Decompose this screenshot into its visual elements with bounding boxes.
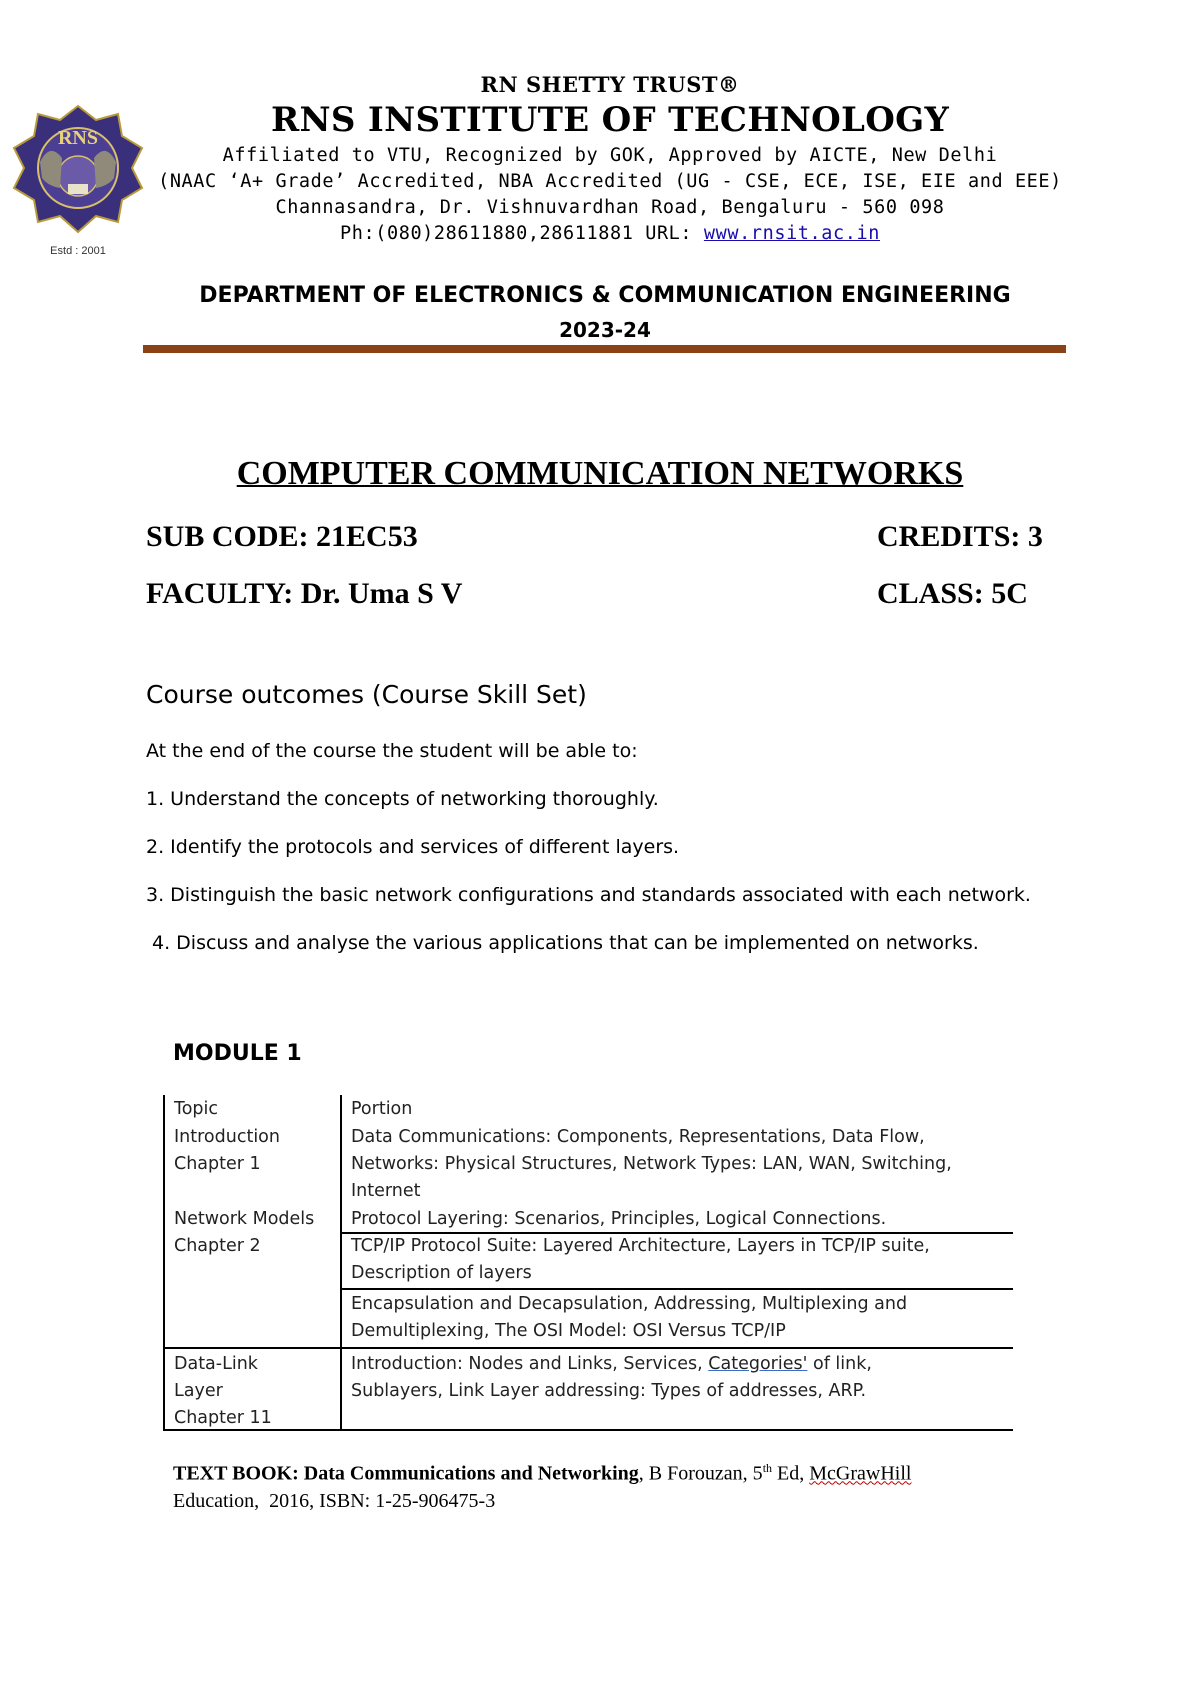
textbook-edition: Ed, — [772, 1462, 810, 1485]
table-header-topic: Topic — [174, 1099, 219, 1119]
topic-cell: Chapter 1 — [174, 1154, 261, 1174]
outcomes-heading: Course outcomes (Course Skill Set) — [146, 680, 587, 709]
subject-code: SUB CODE: 21EC53 — [146, 520, 418, 553]
outcomes-intro: At the end of the course the student will be able to: — [146, 740, 638, 762]
table-row-divider — [340, 1288, 1013, 1290]
portion-cell — [351, 1351, 872, 1378]
institute-name: RNS INSTITUTE OF TECHNOLOGY — [270, 100, 950, 140]
table-header-portion: Portion — [351, 1099, 413, 1119]
topic-cell: Data-Link — [174, 1354, 258, 1374]
outcome-item: 3. Distinguish the basic network configurations and standards associated with each network. — [146, 884, 1031, 906]
course-title: COMPUTER COMMUNICATION NETWORKS — [236, 455, 964, 492]
portion-cell: Networks: Physical Structures, Network Types: LAN, WAN, Switching, — [351, 1154, 952, 1174]
faculty: FACULTY: Dr. Uma S V — [146, 577, 463, 610]
department-name: DEPARTMENT OF ELECTRONICS & COMMUNICATION ENGINEERING — [199, 283, 1011, 308]
outcome-item: 2. Identify the protocols and services of different layers. — [146, 836, 680, 858]
portion-cell: Description of layers — [351, 1263, 532, 1283]
portion-cell: Protocol Layering: Scenarios, Principles, Logical Connections. — [351, 1209, 887, 1229]
class: CLASS: 5C — [877, 577, 1028, 610]
module-heading: MODULE 1 — [173, 1041, 302, 1066]
outcome-item: 1. Understand the concepts of networking thoroughly. — [146, 788, 659, 810]
topic-cell: Chapter 2 — [174, 1236, 261, 1256]
topic-cell: Layer — [174, 1381, 223, 1401]
trust-name: RN SHETTY TRUST® — [480, 72, 740, 97]
portion-text: of link, — [807, 1354, 872, 1374]
website-link[interactable]: www.rnsit.ac.in — [703, 223, 880, 244]
textbook-line-1 — [173, 1455, 1073, 1488]
textbook-publisher: McGrawHill — [809, 1462, 912, 1485]
table-column-divider — [340, 1095, 342, 1431]
academic-year: 2023-24 — [559, 318, 651, 342]
logo-estd: Estd : 2001 — [50, 245, 106, 257]
header-divider — [143, 345, 1066, 353]
institute-logo — [10, 102, 146, 262]
affiliation-line-2: (NAAC ‘A+ Grade’ Accredited, NBA Accredited (UG - CSE, ECE, ISE, EIE and EEE) — [158, 171, 1062, 192]
textbook-line-2: Education, 2016, ISBN: 1-25-906475-3 — [173, 1489, 496, 1512]
portion-cell: Encapsulation and Decapsulation, Addressing, Multiplexing and — [351, 1294, 908, 1314]
logo-text: RNS — [57, 127, 99, 149]
address-line: Channasandra, Dr. Vishnuvardhan Road, Bengaluru - 560 098 — [275, 197, 945, 218]
portion-cell: Sublayers, Link Layer addressing: Types of addresses, ARP. — [351, 1381, 867, 1401]
outcome-item: 4. Discuss and analyse the various applications that can be implemented on networks. — [152, 932, 979, 954]
topic-cell: Chapter 11 — [174, 1408, 272, 1428]
table-border-left — [163, 1095, 165, 1431]
textbook-reference — [173, 1455, 1073, 1515]
credits: CREDITS: 3 — [877, 520, 1043, 553]
portion-cell: Internet — [351, 1181, 421, 1201]
affiliation-line-1: Affiliated to VTU, Recognized by GOK, Approved by AICTE, New Delhi — [222, 145, 998, 166]
portion-cell: Demultiplexing, The OSI Model: OSI Versus TCP/IP — [351, 1321, 786, 1341]
portion-cell: TCP/IP Protocol Suite: Layered Architecture, Layers in TCP/IP suite, — [351, 1236, 930, 1256]
module-table — [163, 1095, 1013, 1431]
textbook-author: , B Forouzan, 5 — [638, 1462, 763, 1485]
textbook-label: TEXT BOOK: Data Communications and Networking — [173, 1462, 639, 1485]
table-border-bottom — [163, 1429, 1013, 1431]
topic-cell: Network Models — [174, 1209, 315, 1229]
topic-cell: Introduction — [174, 1127, 280, 1147]
table-row-divider — [163, 1347, 1013, 1349]
phone-text: Ph:(080)28611880,28611881 URL: — [340, 223, 704, 244]
contact-line — [140, 223, 1080, 244]
portion-text: Introduction: Nodes and Links, Services, — [351, 1354, 709, 1374]
textbook-edition-suffix: th — [762, 1461, 773, 1475]
portion-text-flagged: Categories' — [708, 1354, 808, 1374]
portion-cell: Data Communications: Components, Representations, Data Flow, — [351, 1127, 925, 1147]
